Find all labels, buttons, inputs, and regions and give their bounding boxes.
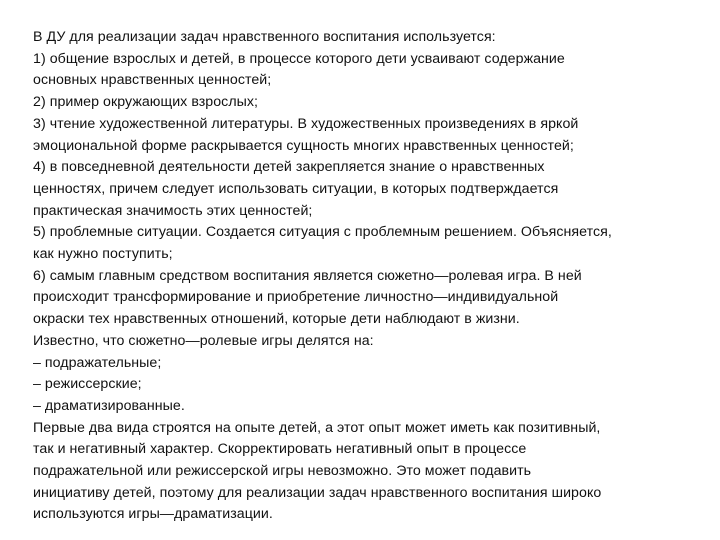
text-line: подражательной или режиссерской игры невозможно. Это может подавить bbox=[33, 463, 532, 480]
text-line: 1) общение взрослых и детей, в процессе которого дети усваивают содержание bbox=[33, 50, 565, 67]
body-text bbox=[33, 27, 705, 526]
text-line: Первые два вида строятся на опыте детей, а этот опыт может иметь как позитивный, bbox=[33, 419, 601, 436]
text-line: ценностях, причем следует использовать ситуации, в которых подтверждается bbox=[33, 180, 559, 197]
text-line: – драматизированные. bbox=[33, 397, 185, 414]
text-line: происходит трансформирование и приобретение личностно—индивидуальной bbox=[33, 289, 559, 306]
text-line: используются игры—драматизации. bbox=[33, 506, 273, 523]
text-line: как нужно поступить; bbox=[33, 246, 173, 263]
text-line: 3) чтение художественной литературы. В художественных произведениях в яркой bbox=[33, 115, 579, 132]
text-line: 5) проблемные ситуации. Создается ситуация с проблемным решением. Объясняется, bbox=[33, 224, 612, 241]
text-line: 2) пример окружающих взрослых; bbox=[33, 94, 259, 111]
text-line: окраски тех нравственных отношений, которые дети наблюдают в жизни. bbox=[33, 311, 520, 328]
text-line: практическая значимость этих ценностей; bbox=[33, 202, 313, 219]
text-line: Известно, что сюжетно—ролевые игры делятся на: bbox=[33, 332, 374, 349]
text-line: так и негативный характер. Скорректировать негативный опыт в процессе bbox=[33, 441, 527, 458]
text-line: – подражательные; bbox=[33, 354, 162, 371]
text-line: – режиссерские; bbox=[33, 376, 142, 393]
text-line: 6) самым главным средством воспитания является сюжетно—ролевая игра. В ней bbox=[33, 267, 582, 284]
text-line: 4) в повседневной деятельности детей закрепляется знание о нравственных bbox=[33, 159, 545, 176]
text-line: основных нравственных ценностей; bbox=[33, 72, 272, 89]
text-line: В ДУ для реализации задач нравственного воспитания используется: bbox=[33, 29, 496, 45]
text-line: инициативу детей, поэтому для реализации задач нравственного воспитания широко bbox=[33, 484, 602, 501]
text-line: эмоциональной форме раскрывается сущность многих нравственных ценностей; bbox=[33, 137, 574, 154]
